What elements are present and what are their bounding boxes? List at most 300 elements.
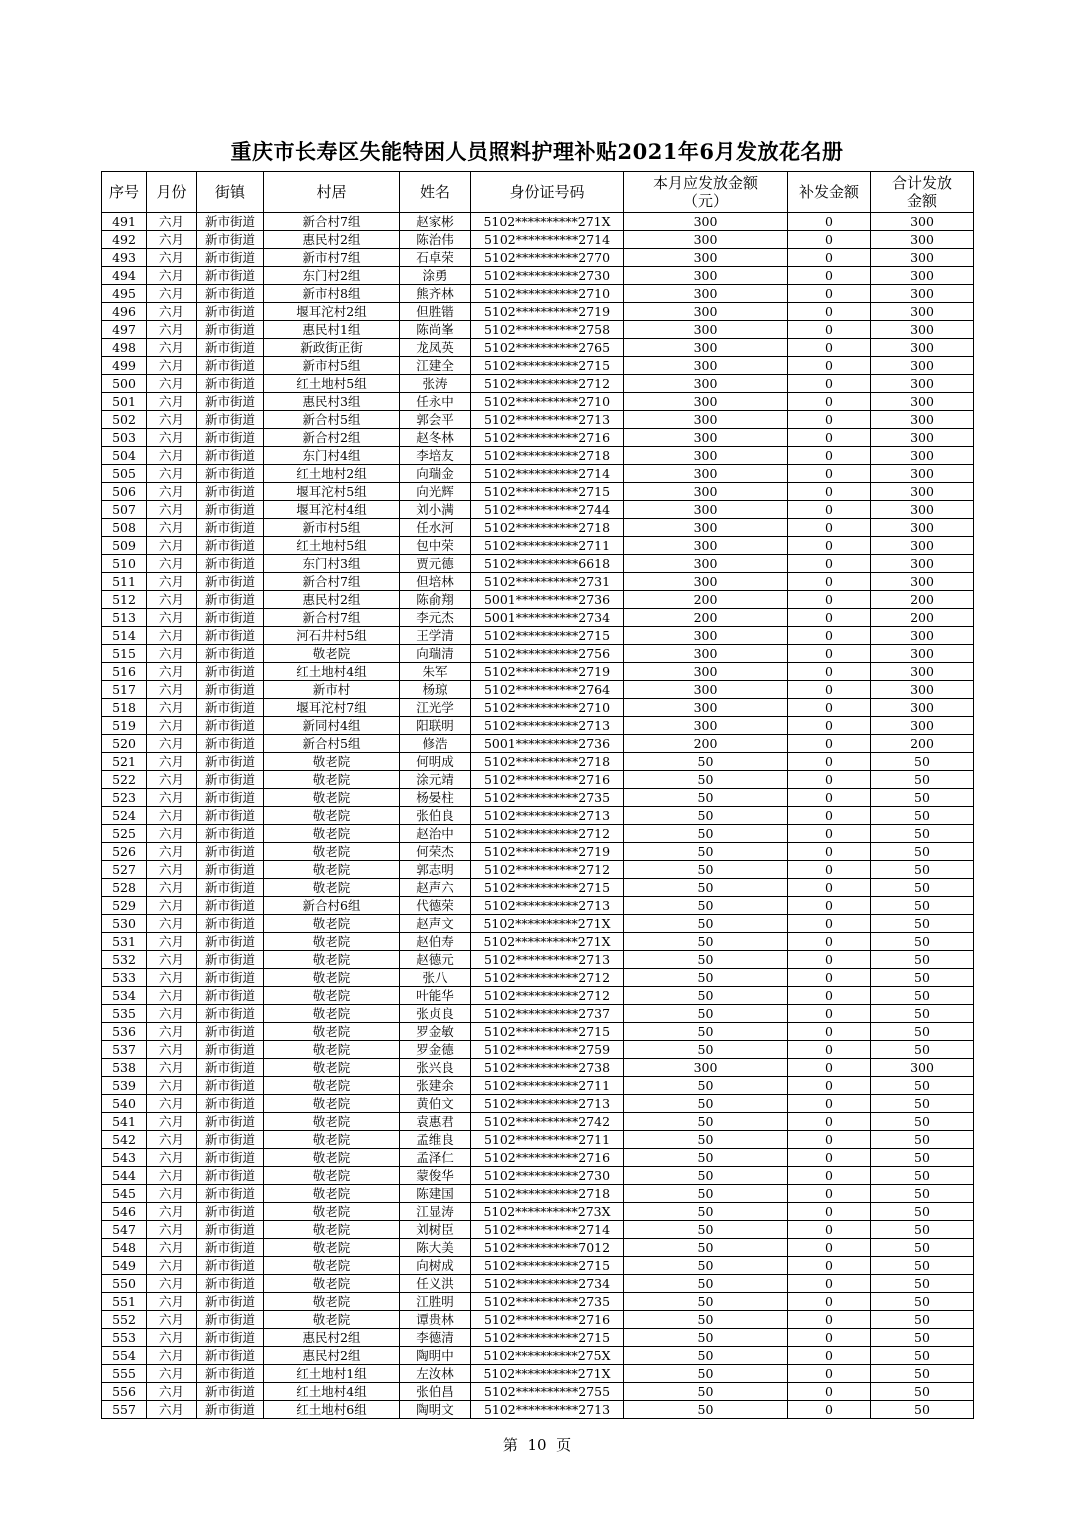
table-row <box>102 645 974 663</box>
supplement-cell: 0 <box>788 1257 871 1275</box>
id-number-cell: 5102**********2715 <box>471 1257 624 1275</box>
header-cell: 街镇 <box>197 172 264 213</box>
table-row <box>102 1239 974 1257</box>
month-cell: 六月 <box>147 1239 197 1257</box>
street-cell: 新市街道 <box>197 1149 264 1167</box>
street-cell: 新市街道 <box>197 1401 264 1419</box>
id-number-cell: 5102**********6618 <box>471 555 624 573</box>
supplement-cell: 0 <box>788 411 871 429</box>
serial-cell: 523 <box>102 789 147 807</box>
street-cell: 新市街道 <box>197 861 264 879</box>
id-number-cell: 5102**********2710 <box>471 393 624 411</box>
supplement-cell: 0 <box>788 1149 871 1167</box>
name-cell: 任义洪 <box>400 1275 471 1293</box>
id-number-cell: 5102**********2713 <box>471 1401 624 1419</box>
month-cell: 六月 <box>147 663 197 681</box>
serial-cell: 544 <box>102 1167 147 1185</box>
village-cell: 敬老院 <box>264 1293 400 1311</box>
street-cell: 新市街道 <box>197 1257 264 1275</box>
supplement-cell: 0 <box>788 321 871 339</box>
name-cell: 涂勇 <box>400 267 471 285</box>
street-cell: 新市街道 <box>197 357 264 375</box>
serial-cell: 518 <box>102 699 147 717</box>
month-cell: 六月 <box>147 339 197 357</box>
id-number-cell: 5102**********2765 <box>471 339 624 357</box>
village-cell: 东门村2组 <box>264 267 400 285</box>
amount-cell: 300 <box>624 249 788 267</box>
table-row <box>102 735 974 753</box>
table-row <box>102 321 974 339</box>
amount-cell: 50 <box>624 1365 788 1383</box>
supplement-cell: 0 <box>788 771 871 789</box>
village-cell: 敬老院 <box>264 1203 400 1221</box>
amount-cell: 300 <box>624 339 788 357</box>
street-cell: 新市街道 <box>197 519 264 537</box>
total-cell: 50 <box>871 1221 974 1239</box>
header-cell: 身份证号码 <box>471 172 624 213</box>
table-row <box>102 267 974 285</box>
total-cell: 50 <box>871 1329 974 1347</box>
total-cell: 300 <box>871 573 974 591</box>
serial-cell: 509 <box>102 537 147 555</box>
amount-cell: 50 <box>624 1239 788 1257</box>
amount-cell: 300 <box>624 717 788 735</box>
name-cell: 龙凤英 <box>400 339 471 357</box>
serial-cell: 522 <box>102 771 147 789</box>
total-cell: 300 <box>871 429 974 447</box>
supplement-cell: 0 <box>788 807 871 825</box>
supplement-cell: 0 <box>788 1041 871 1059</box>
table-row <box>102 1041 974 1059</box>
table-row <box>102 285 974 303</box>
supplement-cell: 0 <box>788 1131 871 1149</box>
table-row <box>102 1329 974 1347</box>
street-cell: 新市街道 <box>197 789 264 807</box>
month-cell: 六月 <box>147 573 197 591</box>
id-number-cell: 5102**********2711 <box>471 537 624 555</box>
amount-cell: 50 <box>624 951 788 969</box>
table-row <box>102 339 974 357</box>
street-cell: 新市街道 <box>197 825 264 843</box>
id-number-cell: 5102**********2742 <box>471 1113 624 1131</box>
month-cell: 六月 <box>147 1347 197 1365</box>
table-row <box>102 1311 974 1329</box>
amount-cell: 50 <box>624 1401 788 1419</box>
amount-cell: 50 <box>624 1041 788 1059</box>
supplement-cell: 0 <box>788 1023 871 1041</box>
serial-cell: 532 <box>102 951 147 969</box>
street-cell: 新市街道 <box>197 447 264 465</box>
name-cell: 李元杰 <box>400 609 471 627</box>
serial-cell: 505 <box>102 465 147 483</box>
street-cell: 新市街道 <box>197 1113 264 1131</box>
id-number-cell: 5102**********273X <box>471 1203 624 1221</box>
amount-cell: 300 <box>624 285 788 303</box>
month-cell: 六月 <box>147 555 197 573</box>
id-number-cell: 5102**********2718 <box>471 753 624 771</box>
month-cell: 六月 <box>147 825 197 843</box>
id-number-cell: 5102**********2712 <box>471 825 624 843</box>
id-number-cell: 5102**********2764 <box>471 681 624 699</box>
name-cell: 蒙俊华 <box>400 1167 471 1185</box>
street-cell: 新市街道 <box>197 753 264 771</box>
id-number-cell: 5102**********271X <box>471 915 624 933</box>
total-cell: 50 <box>871 933 974 951</box>
table-row <box>102 555 974 573</box>
supplement-cell: 0 <box>788 429 871 447</box>
village-cell: 惠民村1组 <box>264 321 400 339</box>
month-cell: 六月 <box>147 1005 197 1023</box>
total-cell: 300 <box>871 483 974 501</box>
village-cell: 敬老院 <box>264 915 400 933</box>
name-cell: 孟泽仁 <box>400 1149 471 1167</box>
month-cell: 六月 <box>147 537 197 555</box>
table-row <box>102 1365 974 1383</box>
amount-cell: 50 <box>624 1131 788 1149</box>
total-cell: 50 <box>871 825 974 843</box>
amount-cell: 300 <box>624 537 788 555</box>
total-cell: 300 <box>871 627 974 645</box>
name-cell: 向光辉 <box>400 483 471 501</box>
month-cell: 六月 <box>147 375 197 393</box>
supplement-cell: 0 <box>788 627 871 645</box>
amount-cell: 50 <box>624 897 788 915</box>
street-cell: 新市街道 <box>197 321 264 339</box>
village-cell: 敬老院 <box>264 969 400 987</box>
id-number-cell: 5102**********2710 <box>471 699 624 717</box>
village-cell: 敬老院 <box>264 987 400 1005</box>
village-cell: 东门村4组 <box>264 447 400 465</box>
id-number-cell: 5102**********275X <box>471 1347 624 1365</box>
month-cell: 六月 <box>147 465 197 483</box>
name-cell: 向瑞金 <box>400 465 471 483</box>
id-number-cell: 5102**********2713 <box>471 897 624 915</box>
village-cell: 敬老院 <box>264 1113 400 1131</box>
serial-cell: 508 <box>102 519 147 537</box>
serial-cell: 539 <box>102 1077 147 1095</box>
serial-cell: 554 <box>102 1347 147 1365</box>
village-cell: 敬老院 <box>264 1167 400 1185</box>
village-cell: 新合村5组 <box>264 735 400 753</box>
table-row <box>102 1257 974 1275</box>
street-cell: 新市街道 <box>197 1275 264 1293</box>
table-row <box>102 357 974 375</box>
village-cell: 敬老院 <box>264 789 400 807</box>
total-cell: 300 <box>871 681 974 699</box>
month-cell: 六月 <box>147 753 197 771</box>
supplement-cell: 0 <box>788 1095 871 1113</box>
name-cell: 郭志明 <box>400 861 471 879</box>
id-number-cell: 5001**********2736 <box>471 735 624 753</box>
supplement-cell: 0 <box>788 861 871 879</box>
table-row <box>102 1167 974 1185</box>
month-cell: 六月 <box>147 1257 197 1275</box>
id-number-cell: 5102**********2759 <box>471 1041 624 1059</box>
month-cell: 六月 <box>147 699 197 717</box>
amount-cell: 300 <box>624 321 788 339</box>
amount-cell: 300 <box>624 447 788 465</box>
total-cell: 300 <box>871 717 974 735</box>
name-cell: 赵声六 <box>400 879 471 897</box>
street-cell: 新市街道 <box>197 1311 264 1329</box>
total-cell: 50 <box>871 951 974 969</box>
name-cell: 张兴良 <box>400 1059 471 1077</box>
street-cell: 新市街道 <box>197 1293 264 1311</box>
id-number-cell: 5102**********271X <box>471 933 624 951</box>
serial-cell: 496 <box>102 303 147 321</box>
supplement-cell: 0 <box>788 1347 871 1365</box>
supplement-cell: 0 <box>788 987 871 1005</box>
name-cell: 陶明文 <box>400 1401 471 1419</box>
village-cell: 惠民村2组 <box>264 591 400 609</box>
street-cell: 新市街道 <box>197 249 264 267</box>
total-cell: 50 <box>871 807 974 825</box>
amount-cell: 300 <box>624 357 788 375</box>
street-cell: 新市街道 <box>197 843 264 861</box>
amount-cell: 300 <box>624 303 788 321</box>
amount-cell: 50 <box>624 1149 788 1167</box>
id-number-cell: 5102**********2713 <box>471 717 624 735</box>
month-cell: 六月 <box>147 1293 197 1311</box>
amount-cell: 300 <box>624 411 788 429</box>
serial-cell: 513 <box>102 609 147 627</box>
village-cell: 敬老院 <box>264 1239 400 1257</box>
id-number-cell: 5102**********2711 <box>471 1077 624 1095</box>
table-row <box>102 1275 974 1293</box>
name-cell: 何明成 <box>400 753 471 771</box>
amount-cell: 50 <box>624 825 788 843</box>
supplement-cell: 0 <box>788 591 871 609</box>
supplement-cell: 0 <box>788 357 871 375</box>
amount-cell: 50 <box>624 933 788 951</box>
header-cell: 补发金额 <box>788 172 871 213</box>
supplement-cell: 0 <box>788 339 871 357</box>
street-cell: 新市街道 <box>197 1329 264 1347</box>
id-number-cell: 5102**********2719 <box>471 303 624 321</box>
village-cell: 新市村7组 <box>264 249 400 267</box>
id-number-cell: 5102**********2713 <box>471 807 624 825</box>
serial-cell: 511 <box>102 573 147 591</box>
serial-cell: 498 <box>102 339 147 357</box>
table-row <box>102 393 974 411</box>
name-cell: 张伯昌 <box>400 1383 471 1401</box>
serial-cell: 548 <box>102 1239 147 1257</box>
street-cell: 新市街道 <box>197 897 264 915</box>
name-cell: 涂元靖 <box>400 771 471 789</box>
month-cell: 六月 <box>147 1041 197 1059</box>
street-cell: 新市街道 <box>197 627 264 645</box>
table-row <box>102 951 974 969</box>
table-row <box>102 231 974 249</box>
total-cell: 50 <box>871 1167 974 1185</box>
table-row <box>102 879 974 897</box>
table-row <box>102 807 974 825</box>
village-cell: 红土地村2组 <box>264 465 400 483</box>
month-cell: 六月 <box>147 303 197 321</box>
village-cell: 红土地村1组 <box>264 1365 400 1383</box>
name-cell: 熊齐林 <box>400 285 471 303</box>
supplement-cell: 0 <box>788 1185 871 1203</box>
id-number-cell: 5102**********2731 <box>471 573 624 591</box>
village-cell: 敬老院 <box>264 1149 400 1167</box>
table-row <box>102 375 974 393</box>
name-cell: 赵伯寿 <box>400 933 471 951</box>
table-row <box>102 213 974 231</box>
id-number-cell: 5102**********2716 <box>471 1149 624 1167</box>
table-row <box>102 519 974 537</box>
name-cell: 陈治伟 <box>400 231 471 249</box>
id-number-cell: 5102**********2714 <box>471 1221 624 1239</box>
street-cell: 新市街道 <box>197 537 264 555</box>
amount-cell: 50 <box>624 771 788 789</box>
month-cell: 六月 <box>147 933 197 951</box>
amount-cell: 50 <box>624 1005 788 1023</box>
village-cell: 新市村5组 <box>264 357 400 375</box>
village-cell: 惠民村3组 <box>264 393 400 411</box>
name-cell: 李德清 <box>400 1329 471 1347</box>
id-number-cell: 5102**********2716 <box>471 429 624 447</box>
supplement-cell: 0 <box>788 555 871 573</box>
table-row <box>102 843 974 861</box>
supplement-cell: 0 <box>788 447 871 465</box>
total-cell: 50 <box>871 969 974 987</box>
street-cell: 新市街道 <box>197 681 264 699</box>
serial-cell: 550 <box>102 1275 147 1293</box>
table-row <box>102 825 974 843</box>
amount-cell: 50 <box>624 1113 788 1131</box>
table-row <box>102 933 974 951</box>
supplement-cell: 0 <box>788 735 871 753</box>
amount-cell: 300 <box>624 627 788 645</box>
amount-cell: 300 <box>624 681 788 699</box>
month-cell: 六月 <box>147 969 197 987</box>
serial-cell: 500 <box>102 375 147 393</box>
village-cell: 红土地村5组 <box>264 537 400 555</box>
supplement-cell: 0 <box>788 537 871 555</box>
total-cell: 300 <box>871 249 974 267</box>
total-cell: 50 <box>871 1401 974 1419</box>
month-cell: 六月 <box>147 411 197 429</box>
amount-cell: 300 <box>624 501 788 519</box>
name-cell: 谭贵林 <box>400 1311 471 1329</box>
amount-cell: 300 <box>624 1059 788 1077</box>
serial-cell: 553 <box>102 1329 147 1347</box>
total-cell: 300 <box>871 645 974 663</box>
supplement-cell: 0 <box>788 213 871 231</box>
supplement-cell: 0 <box>788 519 871 537</box>
supplement-cell: 0 <box>788 1203 871 1221</box>
name-cell: 郭会平 <box>400 411 471 429</box>
street-cell: 新市街道 <box>197 1131 264 1149</box>
serial-cell: 542 <box>102 1131 147 1149</box>
name-cell: 叶能华 <box>400 987 471 1005</box>
amount-cell: 50 <box>624 969 788 987</box>
amount-cell: 200 <box>624 609 788 627</box>
village-cell: 新市村8组 <box>264 285 400 303</box>
serial-cell: 533 <box>102 969 147 987</box>
name-cell: 但胜锴 <box>400 303 471 321</box>
supplement-cell: 0 <box>788 285 871 303</box>
id-number-cell: 5102**********2712 <box>471 987 624 1005</box>
name-cell: 张涛 <box>400 375 471 393</box>
amount-cell: 300 <box>624 519 788 537</box>
supplement-cell: 0 <box>788 465 871 483</box>
village-cell: 敬老院 <box>264 825 400 843</box>
supplement-cell: 0 <box>788 645 871 663</box>
total-cell: 50 <box>871 753 974 771</box>
id-number-cell: 5001**********2736 <box>471 591 624 609</box>
id-number-cell: 5102**********2737 <box>471 1005 624 1023</box>
supplement-cell: 0 <box>788 1329 871 1347</box>
id-number-cell: 5102**********2710 <box>471 285 624 303</box>
village-cell: 新合村6组 <box>264 897 400 915</box>
supplement-cell: 0 <box>788 1113 871 1131</box>
serial-cell: 499 <box>102 357 147 375</box>
street-cell: 新市街道 <box>197 1239 264 1257</box>
id-number-cell: 5102**********271X <box>471 213 624 231</box>
total-cell: 300 <box>871 465 974 483</box>
id-number-cell: 5102**********2711 <box>471 1131 624 1149</box>
month-cell: 六月 <box>147 1095 197 1113</box>
month-cell: 六月 <box>147 393 197 411</box>
total-cell: 300 <box>871 555 974 573</box>
street-cell: 新市街道 <box>197 663 264 681</box>
month-cell: 六月 <box>147 915 197 933</box>
total-cell: 50 <box>871 1149 974 1167</box>
street-cell: 新市街道 <box>197 1077 264 1095</box>
street-cell: 新市街道 <box>197 699 264 717</box>
total-cell: 300 <box>871 411 974 429</box>
name-cell: 罗金敏 <box>400 1023 471 1041</box>
name-cell: 江建全 <box>400 357 471 375</box>
table-row <box>102 1383 974 1401</box>
month-cell: 六月 <box>147 897 197 915</box>
serial-cell: 547 <box>102 1221 147 1239</box>
village-cell: 东门村3组 <box>264 555 400 573</box>
serial-cell: 529 <box>102 897 147 915</box>
name-cell: 赵冬林 <box>400 429 471 447</box>
name-cell: 黄伯文 <box>400 1095 471 1113</box>
month-cell: 六月 <box>147 1401 197 1419</box>
street-cell: 新市街道 <box>197 555 264 573</box>
amount-cell: 50 <box>624 789 788 807</box>
amount-cell: 300 <box>624 699 788 717</box>
amount-cell: 50 <box>624 753 788 771</box>
header-cell: 月份 <box>147 172 197 213</box>
amount-cell: 300 <box>624 375 788 393</box>
amount-cell: 200 <box>624 591 788 609</box>
id-number-cell: 5102**********2738 <box>471 1059 624 1077</box>
supplement-cell: 0 <box>788 249 871 267</box>
supplement-cell: 0 <box>788 843 871 861</box>
total-cell: 50 <box>871 1383 974 1401</box>
supplement-cell: 0 <box>788 969 871 987</box>
id-number-cell: 5102**********2718 <box>471 519 624 537</box>
total-cell: 50 <box>871 1293 974 1311</box>
serial-cell: 495 <box>102 285 147 303</box>
serial-cell: 552 <box>102 1311 147 1329</box>
serial-cell: 494 <box>102 267 147 285</box>
village-cell: 敬老院 <box>264 933 400 951</box>
amount-cell: 300 <box>624 429 788 447</box>
village-cell: 敬老院 <box>264 1059 400 1077</box>
month-cell: 六月 <box>147 1221 197 1239</box>
amount-cell: 50 <box>624 1311 788 1329</box>
header-cell: 序号 <box>102 172 147 213</box>
supplement-cell: 0 <box>788 375 871 393</box>
village-cell: 敬老院 <box>264 771 400 789</box>
total-cell: 200 <box>871 591 974 609</box>
